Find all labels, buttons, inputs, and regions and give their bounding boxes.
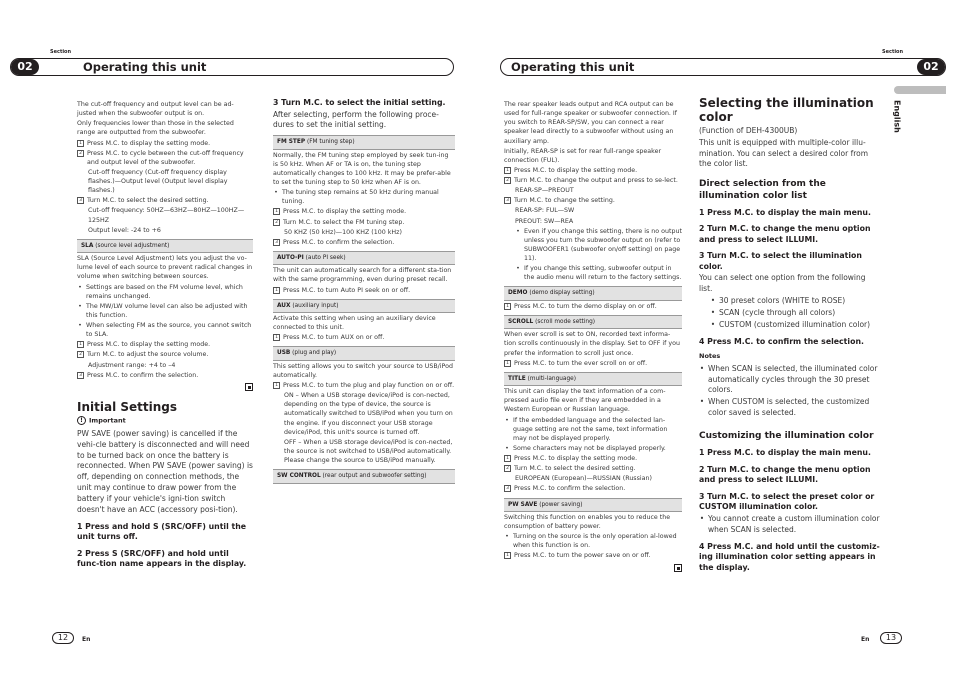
step-heading: 2 Press S (SRC/OFF) and hold until func-tion name appears in the display. [77, 548, 247, 569]
step-heading: 1 Press M.C. to display the main menu. [699, 207, 871, 217]
important-icon: ! [77, 416, 86, 425]
step-heading: 3 Turn M.C. to select the preset color or CUSTOM illumination color. [699, 491, 875, 512]
column-2 [273, 98, 455, 485]
step-heading: 1 Press and hold S (SRC/OFF) until the unit turns off. [77, 521, 247, 542]
list-item: 1 Press M.C. to turn AUX on or off. [273, 333, 455, 342]
list-item: 1 Press M.C. to display the setting mode. [504, 166, 682, 175]
setting-band-sla: SLA (source level adjustment) [77, 239, 253, 253]
list-item: • Turning on the source is the only operation al-lowed when this function is on. [505, 533, 677, 550]
setting-band-demo: DEMO (demo display setting) [504, 286, 682, 300]
setting-band-auto-pi: AUTO-PI (auto PI seek) [273, 251, 455, 265]
body-text: Activate this setting when using an auxiliary device connected to this unit. [273, 315, 436, 332]
step-detail: REAR-SP—PREOUT [515, 187, 574, 195]
list-item: • When selecting FM as the source, you cannot switch to SLA. [78, 322, 252, 339]
list-item: • When CUSTOM is selected, the customized color saved is selected. [699, 397, 870, 418]
list-item: 3 Press M.C. to confirm the selection. [273, 238, 455, 247]
step-detail: REAR-SP: FUL—SW [515, 207, 575, 215]
body-text: SLA (Source Level Adjustment) lets you adjust the vo-lume level of each source to prevent radical changes in volume when switching between sources. [77, 255, 253, 281]
page-number-right: 13 [880, 632, 902, 644]
setting-band-aux: AUX (auxiliary input) [273, 299, 455, 313]
step-detail: EUROPEAN (European)—RUSSIAN (Russian) [515, 475, 652, 483]
list-item: 1 Press M.C. to turn the demo display on or off. [504, 302, 682, 311]
header-bar-right [500, 58, 946, 76]
function-note: (Function of DEH-4300UB) [699, 125, 798, 135]
body-text: This setting allows you to switch your source to USB/iPod automatically. [273, 362, 453, 379]
end-of-section-icon [245, 383, 253, 391]
list-item: 2 Turn M.C. to select the FM tuning step. [273, 218, 455, 227]
setting-band-pw-save: PW SAVE (power saving) [504, 498, 682, 512]
language-code-left: En [82, 636, 91, 643]
list-item: 2 Turn M.C. to change the output and press to se-lect. [504, 176, 682, 185]
body-text: Initially, REAR-SP is set for rear full-range speaker connection (FUL). [504, 147, 662, 164]
list-item: • You cannot create a custom illumination color when SCAN is selected. [699, 513, 880, 534]
heading-direct-selection: Direct selection from the illumination color list [699, 179, 826, 201]
step-detail: Adjustment range: +4 to –4 [88, 361, 176, 369]
section-label-right: Section [882, 49, 904, 55]
step-detail: Cut-off frequency: 50HZ—63HZ—80HZ—100HZ—125HZ [88, 207, 245, 224]
body-text: The rear speaker leads output and RCA output can be used for full-range speaker or subwoofer connection. If you switch to REAR-SP/SW, you can connect a rear speaker lead directly to a subwoofer without using an auxiliary amp. [504, 101, 678, 145]
list-item: 1 Press M.C. to display the setting mode. [77, 340, 253, 349]
step-heading: 2 Turn M.C. to change the menu option and press to select ILLUMI. [699, 224, 871, 244]
important-label: Important [89, 416, 126, 425]
setting-band-fm-step: FM STEP (FM tuning step) [273, 135, 455, 149]
body-text: This unit can display the text information of a com-pressed audio file even if they are embedded in a Western European or Russian language. [504, 388, 666, 414]
list-item: • CUSTOM (customized illumination color) [710, 319, 871, 329]
list-item: • Some characters may not be displayed properly. [505, 444, 666, 452]
step-detail: Cut-off frequency (Cut-off frequency display flashes.)—Output level (Output level display flashes.) [88, 168, 228, 195]
intro-text: The cut-off frequency and output level can be ad-justed when the subwoofer output is on. [77, 101, 234, 118]
setting-band-sw-control: SW CONTROL (rear output and subwoofer setting) [273, 469, 455, 483]
list-item: • If the embedded language and the selected lan-guage setting are not the same, text information may not be displayed properly. [505, 416, 668, 442]
step-detail: 50 KHZ (50 kHz)—100 KHZ (100 kHz) [284, 228, 402, 236]
side-tab [894, 86, 946, 94]
list-item: 1 Press M.C. to turn the power save on or off. [504, 551, 682, 560]
header-bar-left [10, 58, 454, 76]
body-text: After selecting, perform the following proce-dures to set the initial setting. [273, 109, 439, 130]
step-heading: 2 Turn M.C. to change the menu option and press to select ILLUMI. [699, 464, 871, 485]
intro-text: Only frequencies lower than those in the selected range are outputted from the subwoofer. [77, 120, 234, 137]
body-text: You can select one option from the following list. [699, 273, 866, 294]
list-item: 2 Press M.C. to cycle between the cut-off frequency and output level of the subwoofer. [77, 149, 253, 167]
body-text: The unit can automatically search for a different sta-tion with the same programming, even during preset recall. [273, 267, 452, 284]
list-item: 1 Press M.C. to display the setting mode. [273, 207, 455, 216]
important-text: PW SAVE (power saving) is cancelled if the vehi-cle battery is disconnected and will need to be turned back on once the battery is reconnected. When PW SAVE (power saving) is off, depending on connection methods, the unit may continue to draw power from the battery if your vehicle's igni-tion switch doesn't have an ACC (accessory posi-tion). [77, 428, 253, 514]
setting-band-title: TITLE (multi-language) [504, 372, 682, 386]
heading-customizing: Customizing the illumination color [699, 431, 874, 442]
body-text: Switching this function on enables you to reduce the consumption of battery power. [504, 513, 671, 531]
list-item: 3 Press M.C. to confirm the selection. [504, 484, 682, 493]
heading-initial-settings: Initial Settings [77, 400, 178, 415]
step-detail: PREOUT: SW—REA [515, 217, 574, 225]
page-number-left: 12 [52, 632, 74, 644]
step-heading: 3 Turn M.C. to select the illumination color. [699, 251, 862, 271]
list-item: • 30 preset colors (WHITE to ROSE) [710, 296, 846, 306]
step-heading: 1 Press M.C. to display the main menu. [699, 448, 871, 458]
list-item: • SCAN (cycle through all colors) [710, 307, 836, 317]
list-item: • Settings are based on the FM volume level, which remains unchanged. [78, 283, 243, 300]
step-heading: 4 Press M.C. to confirm the selection. [699, 336, 864, 346]
step-detail: ON – When a USB storage device/iPod is con-nected, depending on the type of device, the source is automatically switched to USB/iPod when you turn on the engine. If you disconnect your USB storage device/iPod, this unit's source is turned off. [284, 392, 453, 436]
header-title-right: Operating this unit [511, 60, 635, 74]
list-item: • The MW/LW volume level can also be adjusted with this function. [78, 302, 248, 319]
list-item: • The tuning step remains at 50 kHz during manual tuning. [274, 189, 439, 206]
list-item: 1 Press M.C. to display the setting mode. [77, 139, 253, 148]
list-item: • If you change this setting, subwoofer output in the audio menu will return to the factory settings. [516, 265, 682, 282]
list-item: 1 Press M.C. to turn the ever scroll on or off. [504, 359, 682, 368]
section-number-badge-left: 02 [11, 59, 39, 75]
setting-band-scroll: SCROLL (scroll mode setting) [504, 315, 682, 329]
column-1 [77, 100, 253, 571]
list-item: 2 Turn M.C. to select the desired setting. [504, 464, 682, 473]
step-detail: Output level: -24 to +6 [88, 226, 161, 234]
list-item: 3 Press M.C. to confirm the selection. [77, 371, 253, 380]
list-item: 1 Press M.C. to display the setting mode. [504, 454, 682, 463]
section-number-badge-right: 02 [917, 59, 945, 75]
end-of-section-icon [674, 564, 682, 572]
step-detail: OFF – When a USB storage device/iPod is con-nected, the source is not switched to USB/iPod automatically. Please change the source to USB/iPod manually. [284, 438, 453, 465]
step-heading: 3 Turn M.C. to select the initial setting. [273, 98, 446, 107]
heading-illumination: Selecting the illumination color [699, 96, 874, 125]
column-3 [504, 100, 682, 576]
body-text: When ever scroll is set to ON, recorded text informa-tion scrolls continuously in the display. Set to OFF if you prefer the information to scroll just once. [504, 331, 680, 357]
list-item: 3 Turn M.C. to change the setting. [504, 196, 682, 205]
list-item: 1 Press M.C. to turn the plug and play function on or off. [273, 381, 455, 390]
list-item: 1 Press M.C. to turn Auto PI seek on or off. [273, 286, 455, 295]
notes-label: Notes [699, 352, 721, 361]
column-4 [699, 96, 881, 574]
list-item: • When SCAN is selected, the illuminated color automatically cycles through the 30 preset colors. [699, 363, 878, 395]
section-label-left: Section [50, 49, 72, 55]
body-text: Normally, the FM tuning step employed by seek tun-ing is 50 kHz. When AF or TA is on, the tuning step automatically changes to 100 kHz. It may be prefer-able to set the tuning step to 50 kHz when AF is on. [273, 151, 451, 187]
list-item: 2 Turn M.C. to adjust the source volume. [77, 350, 253, 359]
body-text: This unit is equipped with multiple-color illu-mination. You can select a desired color from the color list. [699, 137, 869, 169]
header-title-left: Operating this unit [83, 60, 207, 74]
step-heading: 4 Press M.C. and hold until the customiz-ing illumination color setting appears in the display. [699, 541, 880, 572]
list-item: • Even if you change this setting, there is no output unless you turn the subwoofer output on (refer to SUBWOOFER1 (subwoofer on/off setting) on page 11). [516, 227, 682, 262]
side-tab-language: English [892, 100, 902, 133]
list-item: 3 Turn M.C. to select the desired setting. [77, 196, 253, 205]
setting-band-usb: USB (plug and play) [273, 346, 455, 360]
language-code-right: En [861, 636, 870, 643]
